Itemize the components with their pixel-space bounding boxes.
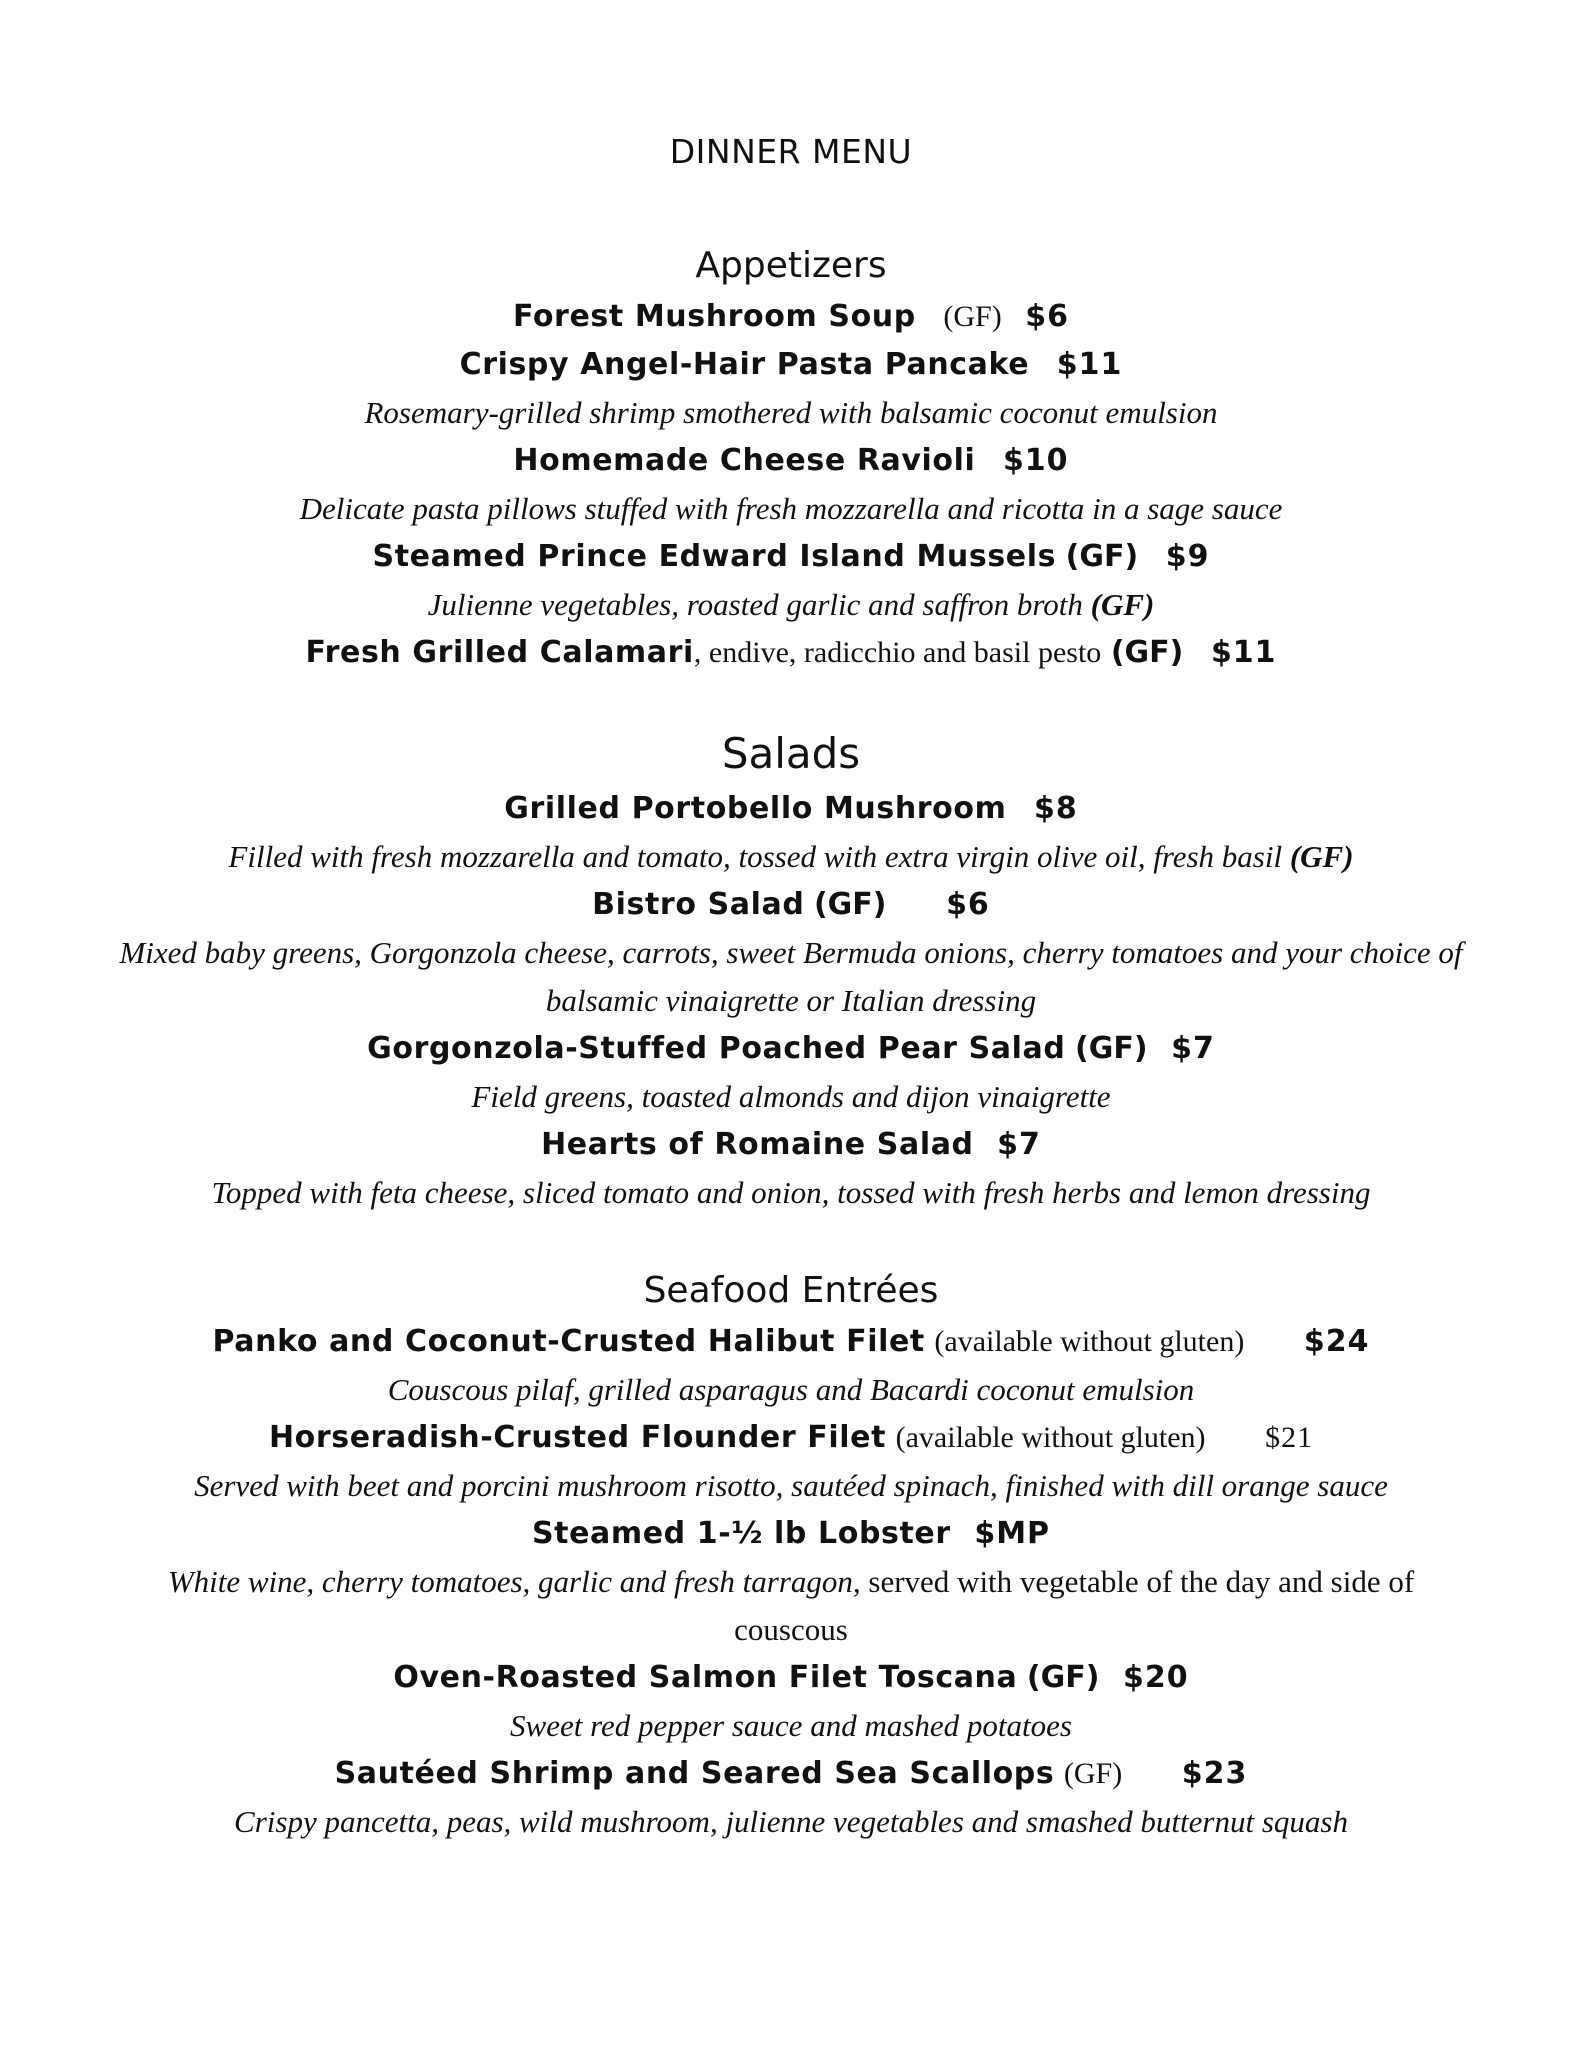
item-description-text: Julienne vegetables, roasted garlic and saffron broth: [427, 586, 1083, 622]
menu-title: DINNER MENU: [669, 132, 913, 171]
gluten-free-tag: (GF): [1090, 586, 1155, 622]
menu-item-line: [0, 293, 1582, 341]
gluten-free-tag: (GF): [943, 299, 1002, 333]
menu-item-line: [0, 437, 1582, 485]
item-name: Steamed 1-½ lb Lobster: [531, 1516, 951, 1552]
menu-item-line: [0, 629, 1582, 677]
item-description: Mixed baby greens, Gorgonzola cheese, carrots, sweet Bermuda onions, cherry tomatoes and your choice of balsamic vinaigrette or Italian dressing: [119, 935, 1463, 1019]
gluten-free-tag: (GF): [1063, 1757, 1123, 1791]
item-price: $24: [1303, 1324, 1370, 1360]
item-price: $21: [1265, 1421, 1314, 1455]
gluten-free-tag: (GF): [1289, 839, 1354, 875]
menu-item-line: [0, 1750, 1582, 1798]
gluten-free-tag: (GF): [1026, 1660, 1100, 1696]
item-name: Steamed Prince Edward Island Mussels: [372, 538, 1057, 574]
menu-item-line: [0, 1414, 1582, 1462]
menu-item-line: [0, 533, 1582, 581]
item-price: $MP: [974, 1516, 1051, 1552]
appetizers-section: [0, 244, 1582, 677]
gluten-free-tag: (GF): [813, 887, 887, 923]
item-description: Field greens, toasted almonds and dijon vinaigrette: [471, 1079, 1111, 1115]
salads-heading: Salads: [721, 728, 861, 778]
appetizers-heading: Appetizers: [695, 244, 887, 286]
menu-item: [0, 881, 1582, 1025]
menu-item-line: [0, 785, 1582, 833]
item-price: $11: [1210, 634, 1277, 670]
item-name: Forest Mushroom Soup: [512, 298, 916, 334]
menu-item: [0, 1121, 1582, 1217]
item-note: (available without gluten): [934, 1325, 1245, 1359]
item-note: (available without gluten): [895, 1421, 1206, 1455]
item-name: Sautéed Shrimp and Seared Sea Scallops: [334, 1756, 1055, 1792]
menu-item: [0, 293, 1582, 341]
item-description-text: Filled with fresh mozzarella and tomato, tossed with extra virgin olive oil, fresh basil: [228, 839, 1283, 875]
item-note: , endive, radicchio and basil pesto: [693, 635, 1102, 669]
item-description: Rosemary-grilled shrimp smothered with balsamic coconut emulsion: [364, 394, 1218, 430]
item-price: $8: [1034, 791, 1078, 827]
menu-item: [0, 437, 1582, 533]
item-price: $9: [1165, 538, 1210, 574]
item-name: Bistro Salad: [592, 887, 805, 923]
menu-item: [0, 785, 1582, 881]
item-price: $6: [1025, 298, 1070, 334]
item-description: [111, 1558, 1471, 1654]
item-price: $6: [946, 887, 990, 923]
item-description: Topped with feta cheese, sliced tomato and onion, tossed with fresh herbs and lemon dressing: [211, 1175, 1371, 1211]
menu-item: [0, 629, 1582, 677]
menu-item-line: [0, 1510, 1582, 1558]
item-description: Delicate pasta pillows stuffed with fresh mozzarella and ricotta in a sage sauce: [299, 490, 1283, 526]
menu-item-line: [0, 1025, 1582, 1073]
menu-item-line: [0, 341, 1582, 389]
item-price: $7: [1171, 1031, 1215, 1067]
menu-item-line: [0, 1121, 1582, 1169]
item-description: Served with beet and porcini mushroom risotto, sautéed spinach, finished with dill orange sauce: [194, 1468, 1388, 1504]
item-name: Oven-Roasted Salmon Filet Toscana: [393, 1660, 1018, 1696]
item-price: $23: [1181, 1756, 1248, 1792]
gluten-free-tag: (GF): [1065, 538, 1139, 574]
item-name: Crispy Angel-Hair Pasta Pancake: [459, 346, 1030, 382]
item-description: Sweet red pepper sauce and mashed potatoes: [510, 1708, 1072, 1744]
item-name: Grilled Portobello Mushroom: [504, 791, 1007, 827]
gluten-free-tag: (GF): [1075, 1031, 1148, 1067]
item-name: Horseradish-Crusted Flounder Filet: [268, 1420, 887, 1456]
item-price: $11: [1056, 346, 1123, 382]
menu-item: [0, 1510, 1582, 1654]
item-name: Homemade Cheese Ravioli: [513, 442, 976, 478]
item-description: Crispy pancetta, peas, wild mushroom, julienne vegetables and smashed butternut squash: [234, 1804, 1348, 1840]
item-price: $7: [997, 1127, 1041, 1163]
menu-item: [0, 1318, 1582, 1414]
menu-item-line: [0, 1654, 1582, 1702]
item-name: Panko and Coconut-Crusted Halibut Filet: [212, 1324, 925, 1360]
salads-section: [0, 729, 1582, 1217]
gluten-free-tag: (GF): [1110, 634, 1184, 670]
item-description: [111, 833, 1471, 881]
seafood-heading: Seafood Entrées: [643, 1270, 939, 1312]
item-description: Couscous pilaf, grilled asparagus and Bacardi coconut emulsion: [387, 1372, 1195, 1408]
item-description-text: White wine, cherry tomatoes, garlic and fresh tarragon,: [167, 1564, 869, 1600]
item-name: Hearts of Romaine Salad: [541, 1127, 974, 1163]
seafood-section: [0, 1269, 1582, 1846]
menu-item: [0, 1654, 1582, 1750]
item-description: [111, 581, 1471, 629]
menu-item: [0, 533, 1582, 629]
item-price: $20: [1123, 1660, 1189, 1696]
menu-item-line: [0, 881, 1582, 929]
menu-item: [0, 1025, 1582, 1121]
menu-item: [0, 1414, 1582, 1510]
menu-item-line: [0, 1318, 1582, 1366]
item-price: $10: [1002, 442, 1069, 478]
menu-item: [0, 1750, 1582, 1846]
item-name: Fresh Grilled Calamari: [305, 634, 694, 670]
item-description-tail: served with vegetable of the day and side of couscous: [734, 1564, 1415, 1648]
item-name: Gorgonzola-Stuffed Poached Pear Salad: [367, 1031, 1066, 1067]
menu-item: [0, 341, 1582, 437]
